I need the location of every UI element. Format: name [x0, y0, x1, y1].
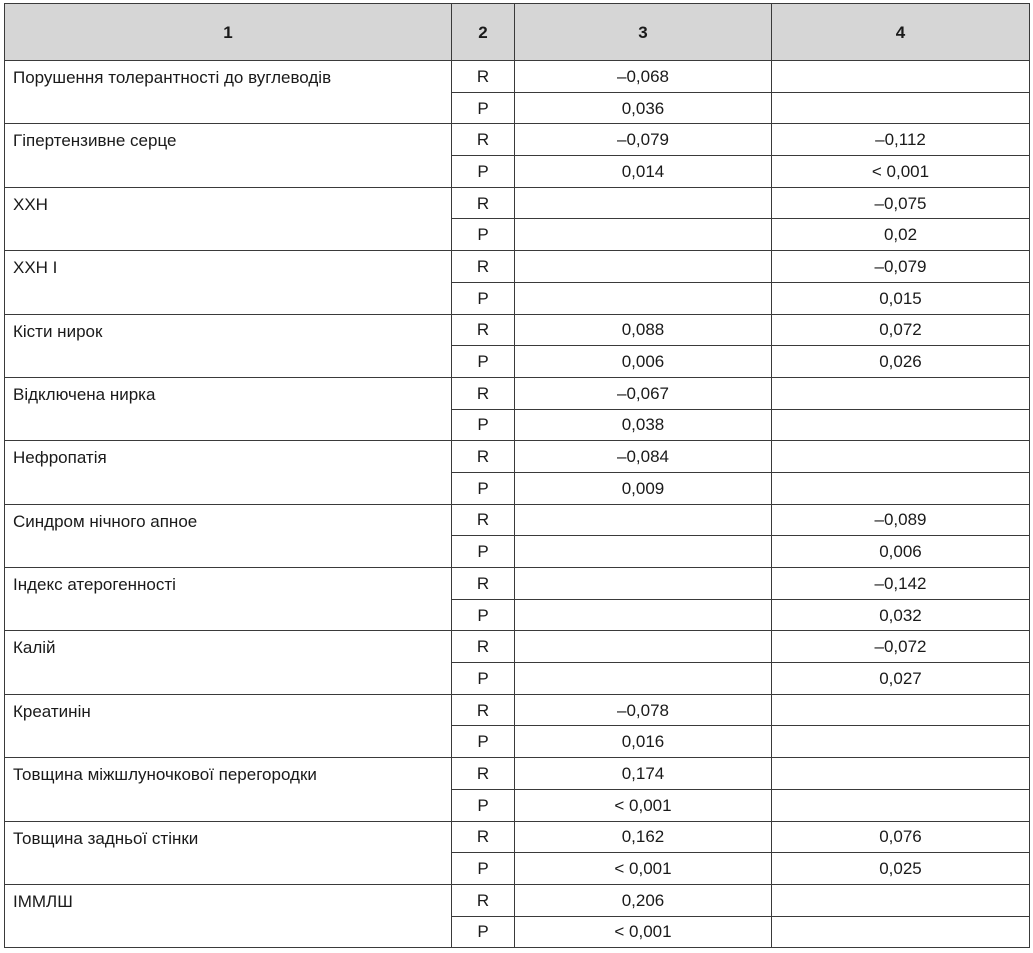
- table-row: [5, 631, 1030, 663]
- col3-r-value: 0,174: [515, 758, 772, 790]
- col3-p-value: [515, 536, 772, 568]
- stat-label-r: R: [452, 187, 515, 219]
- col3-p-value: < 0,001: [515, 853, 772, 885]
- col4-r-value: [772, 441, 1030, 473]
- col3-r-value: –0,079: [515, 124, 772, 156]
- stat-label-r: R: [452, 631, 515, 663]
- header-cell-1: 1: [5, 4, 452, 61]
- table-row: [5, 504, 1030, 536]
- col4-r-value: [772, 61, 1030, 93]
- indicator-name: Товщина задньої стінки: [5, 821, 452, 884]
- stat-label-p: P: [452, 409, 515, 441]
- col3-p-value: [515, 599, 772, 631]
- indicator-name: Порушення толерантності до вуглеводів: [5, 61, 452, 124]
- col3-p-value: [515, 663, 772, 695]
- col4-p-value: 0,032: [772, 599, 1030, 631]
- stat-label-r: R: [452, 821, 515, 853]
- col4-p-value: 0,006: [772, 536, 1030, 568]
- table-row: [5, 441, 1030, 473]
- col3-r-value: –0,084: [515, 441, 772, 473]
- col4-r-value: –0,112: [772, 124, 1030, 156]
- stat-label-r: R: [452, 124, 515, 156]
- indicator-name: Гіпертензивне серце: [5, 124, 452, 187]
- col3-p-value: 0,038: [515, 409, 772, 441]
- col4-r-value: –0,072: [772, 631, 1030, 663]
- col4-p-value: [772, 472, 1030, 504]
- col3-r-value: [515, 568, 772, 600]
- col3-r-value: [515, 504, 772, 536]
- col3-r-value: –0,068: [515, 61, 772, 93]
- col3-p-value: 0,014: [515, 156, 772, 188]
- indicator-name: Креатинін: [5, 694, 452, 757]
- col4-r-value: [772, 758, 1030, 790]
- col4-r-value: [772, 377, 1030, 409]
- stat-label-r: R: [452, 758, 515, 790]
- col3-r-value: [515, 251, 772, 283]
- col4-p-value: [772, 789, 1030, 821]
- table-row: [5, 314, 1030, 346]
- indicator-name: Калій: [5, 631, 452, 694]
- col4-p-value: 0,015: [772, 282, 1030, 314]
- col4-r-value: –0,089: [772, 504, 1030, 536]
- header-cell-4: 4: [772, 4, 1030, 61]
- table-row: [5, 884, 1030, 916]
- col3-p-value: 0,009: [515, 472, 772, 504]
- col3-p-value: 0,006: [515, 346, 772, 378]
- col4-p-value: [772, 726, 1030, 758]
- stat-label-r: R: [452, 61, 515, 93]
- header-cell-3: 3: [515, 4, 772, 61]
- indicator-name: ХХН: [5, 187, 452, 250]
- col3-r-value: [515, 631, 772, 663]
- indicator-name: Відключена нирка: [5, 377, 452, 440]
- col3-r-value: [515, 187, 772, 219]
- table-row: [5, 377, 1030, 409]
- col4-r-value: –0,075: [772, 187, 1030, 219]
- table-row: [5, 187, 1030, 219]
- col3-p-value: 0,016: [515, 726, 772, 758]
- table-row: [5, 694, 1030, 726]
- col4-p-value: [772, 92, 1030, 124]
- stat-label-p: P: [452, 92, 515, 124]
- indicator-name: ІММЛШ: [5, 884, 452, 947]
- col3-p-value: < 0,001: [515, 916, 772, 948]
- stat-label-p: P: [452, 663, 515, 695]
- col4-r-value: 0,076: [772, 821, 1030, 853]
- stat-label-r: R: [452, 377, 515, 409]
- stat-label-r: R: [452, 568, 515, 600]
- table-row: [5, 568, 1030, 600]
- stat-label-p: P: [452, 789, 515, 821]
- col4-r-value: [772, 694, 1030, 726]
- stat-label-p: P: [452, 536, 515, 568]
- col4-r-value: [772, 884, 1030, 916]
- indicator-name: Кісти нирок: [5, 314, 452, 377]
- col3-r-value: –0,078: [515, 694, 772, 726]
- stat-label-p: P: [452, 726, 515, 758]
- stat-label-p: P: [452, 282, 515, 314]
- col3-p-value: [515, 282, 772, 314]
- indicator-name: Нефропатія: [5, 441, 452, 504]
- col4-p-value: 0,026: [772, 346, 1030, 378]
- stat-label-p: P: [452, 599, 515, 631]
- col3-p-value: < 0,001: [515, 789, 772, 821]
- col3-r-value: –0,067: [515, 377, 772, 409]
- stat-label-p: P: [452, 853, 515, 885]
- indicator-name: ХХН І: [5, 251, 452, 314]
- stat-label-p: P: [452, 156, 515, 188]
- col4-r-value: –0,079: [772, 251, 1030, 283]
- header-row: [5, 4, 1030, 61]
- table-row: [5, 758, 1030, 790]
- col4-p-value: < 0,001: [772, 156, 1030, 188]
- table-body: [5, 61, 1030, 948]
- col4-p-value: [772, 409, 1030, 441]
- col3-p-value: 0,036: [515, 92, 772, 124]
- header-cell-2: 2: [452, 4, 515, 61]
- stat-label-p: P: [452, 916, 515, 948]
- table-row: [5, 251, 1030, 283]
- col4-p-value: [772, 916, 1030, 948]
- stat-label-p: P: [452, 472, 515, 504]
- col3-r-value: 0,162: [515, 821, 772, 853]
- indicator-name: Товщина міжшлуночкової перегородки: [5, 758, 452, 821]
- col3-r-value: 0,206: [515, 884, 772, 916]
- stat-label-r: R: [452, 694, 515, 726]
- stat-label-r: R: [452, 504, 515, 536]
- indicator-name: Синдром нічного апное: [5, 504, 452, 567]
- stat-label-p: P: [452, 346, 515, 378]
- table-row: [5, 821, 1030, 853]
- col4-r-value: –0,142: [772, 568, 1030, 600]
- stat-label-p: P: [452, 219, 515, 251]
- col4-p-value: 0,025: [772, 853, 1030, 885]
- col4-p-value: 0,02: [772, 219, 1030, 251]
- table-row: [5, 61, 1030, 93]
- col4-r-value: 0,072: [772, 314, 1030, 346]
- stat-label-r: R: [452, 884, 515, 916]
- indicator-name: Індекс атерогенності: [5, 568, 452, 631]
- stat-label-r: R: [452, 251, 515, 283]
- stat-label-r: R: [452, 441, 515, 473]
- col3-p-value: [515, 219, 772, 251]
- col3-r-value: 0,088: [515, 314, 772, 346]
- col4-p-value: 0,027: [772, 663, 1030, 695]
- table-row: [5, 124, 1030, 156]
- stat-label-r: R: [452, 314, 515, 346]
- correlation-table: [4, 3, 1030, 948]
